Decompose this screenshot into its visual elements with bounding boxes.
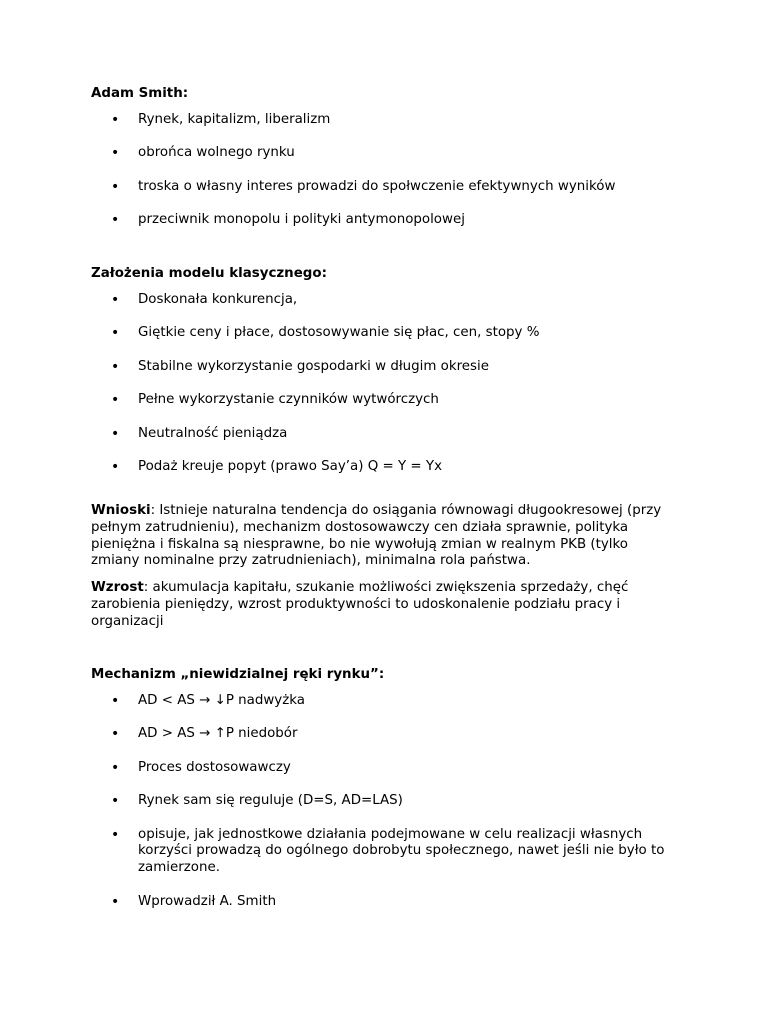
list-item-text: Stabilne wykorzystanie gospodarki w długim okresie — [138, 358, 489, 374]
list-item-text: troska o własny interes prowadzi do społwczenie efektywnych wyników — [138, 178, 616, 194]
list-item — [0, 212, 768, 229]
growth-text: : akumulacja kapitału, szukanie możliwości zwiększenia sprzedaży, chęć zarobienia pieniędzy, wzrost produktywności to udoskonalenie podziału pracy i organizacji — [91, 580, 629, 629]
list-item-text: Podaż kreuje popyt (prawo Say’a) Q = Y = Yx — [138, 458, 443, 474]
list-item — [0, 793, 768, 810]
conclusions-text: : Istnieje naturalna tendencja do osiągania równowagi długookresowej (przy pełnym zatrudnieniu), mechanizm dostosowawczy cen działa sprawnie, polityka pieniężna i fiskalna są niesprawne, bo nie wywołują zmian w realnym PKB (tylko zmiany nominalne przy zatrudnieniach), minimalna rola państwa. — [91, 503, 662, 569]
bullet-icon: • — [111, 793, 120, 810]
list-item — [0, 827, 768, 877]
list-item — [0, 325, 768, 342]
bullet-icon: • — [111, 759, 120, 776]
list-adam-smith — [0, 112, 768, 229]
list-item-text: opisuje, jak jednostkowe działania podejmowane w celu realizacji własnych korzyści prowadzą do ogólnego dobrobytu społecznego, nawet jeśli nie było to zamierzone. — [138, 826, 665, 876]
bullet-icon: • — [111, 212, 120, 229]
bullet-icon: • — [111, 325, 120, 342]
list-item-text: Pełne wykorzystanie czynników wytwórczych — [138, 392, 439, 408]
bullet-icon: • — [111, 358, 120, 375]
bullet-icon: • — [111, 826, 120, 843]
list-item — [0, 359, 768, 376]
heading-classical-model: Założenia modelu klasycznego: — [91, 266, 327, 281]
list-item — [0, 392, 768, 409]
bullet-icon: • — [111, 292, 120, 308]
list-item-text: Neutralność pieniądza — [138, 425, 288, 441]
list-item-text: przeciwnik monopolu i polityki antymonopolowej — [138, 212, 465, 228]
list-item — [0, 426, 768, 443]
paragraph-conclusions — [91, 503, 671, 570]
list-item-text: Wprowadził A. Smith — [138, 893, 277, 909]
list-item-text: Rynek sam się reguluje (D=S, AD=LAS) — [138, 793, 403, 809]
paragraph-growth — [91, 580, 671, 630]
list-invisible-hand — [0, 693, 768, 910]
conclusions-label: Wnioski — [91, 503, 151, 518]
list-item — [0, 760, 768, 777]
list-item-text: obrońca wolnego rynku — [138, 145, 295, 161]
list-item — [0, 726, 768, 743]
growth-label: Wzrost — [91, 580, 144, 595]
bullet-icon: • — [111, 893, 120, 910]
list-item — [0, 292, 768, 309]
list-item — [0, 179, 768, 196]
list-item-text: Giętkie ceny i płace, dostosowywanie się płac, cen, stopy % — [138, 325, 540, 341]
bullet-icon: • — [111, 145, 120, 162]
heading-adam-smith: Adam Smith: — [91, 86, 189, 101]
list-item — [0, 894, 768, 911]
list-item — [0, 693, 768, 710]
list-item-text: AD > AS → ↑P niedobór — [138, 726, 298, 742]
heading-invisible-hand: Mechanizm „niewidzialnej ręki rynku”: — [91, 667, 385, 682]
bullet-icon: • — [111, 178, 120, 195]
list-item — [0, 112, 768, 129]
bullet-icon: • — [111, 392, 120, 409]
list-item-text: AD < AS → ↓P nadwyżka — [138, 693, 305, 708]
list-item-text: Doskonała konkurencja, — [138, 292, 298, 307]
bullet-icon: • — [111, 425, 120, 442]
list-item — [0, 459, 768, 476]
list-item-text: Proces dostosowawczy — [138, 759, 291, 775]
bullet-icon: • — [111, 726, 120, 743]
bullet-icon: • — [111, 693, 120, 709]
list-item — [0, 145, 768, 162]
bullet-icon: • — [111, 112, 120, 128]
list-item-text: Rynek, kapitalizm, liberalizm — [138, 112, 331, 127]
bullet-icon: • — [111, 458, 120, 475]
list-classical-model — [0, 292, 768, 476]
